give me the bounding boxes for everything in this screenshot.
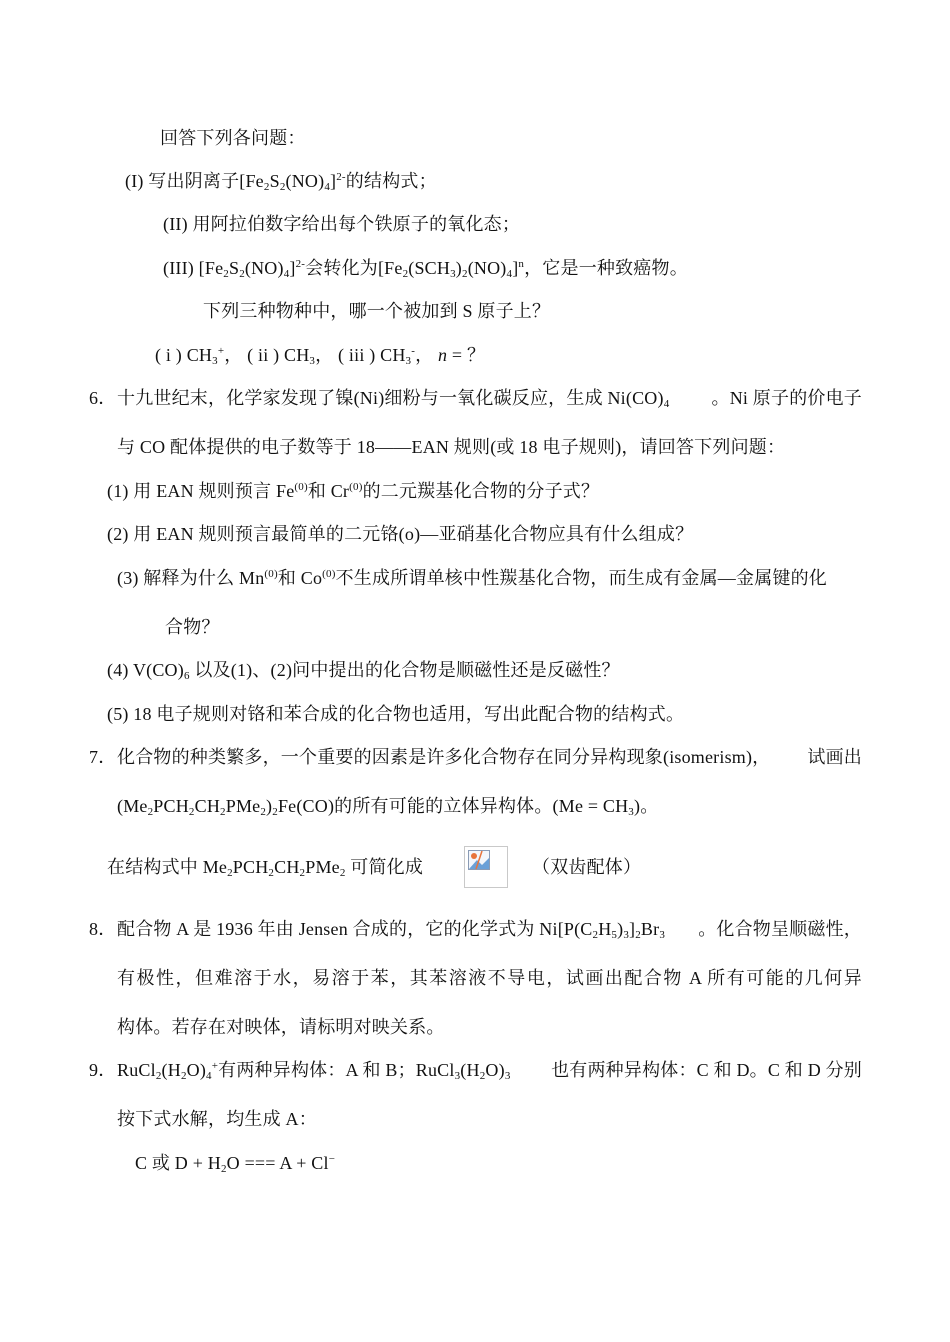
bidentate-ligand-image-placeholder (464, 846, 508, 888)
q8-line-2: 有极性，但难溶于水，易溶于苯，其苯溶液不导电，试画出配合物 A 所有可能的几何异 (117, 968, 862, 988)
q9-line-2: 按下式水解，均生成 A： (117, 1109, 317, 1129)
broken-image-icon (468, 850, 490, 870)
q7-bidentate-label: （双齿配体） (532, 857, 642, 877)
q5-part-3-question: 下列三种物种中，哪一个被加到 S 原子上？ (203, 301, 551, 321)
q6-sub-2: (2) 用 EAN 规则预言最简单的二元铬(o)—亚硝基化合物应具有什么组成？ (107, 524, 694, 544)
q9-equation: C 或 $D + H_2O$ === A + Cl− (135, 1153, 336, 1175)
q6-sub-1: (1) 用 EAN 规则预言 Fe$^{(0)}$和 Cr$^{(0)}$的二元羰基化合物的分子式？ (107, 481, 600, 501)
q5-part-3: (III) $[Fe_2S_2(NO)_4]^{2-}$会转化为$[Fe_2(SCH_3)_2(NO)_4]^n$，它是一种致癌物。 (163, 258, 688, 280)
q7-line-1: 7．化合物的种类繁多，一个重要的因素是许多化合物存在同分异构现象(isomerism)， 试画出 (89, 747, 862, 767)
q7-simplify-text: 在结构式中 $Me_2PCH_2CH_2PMe_2$ 可简化成 (107, 857, 424, 879)
q5-part-1: (I) 写出阴离子$[Fe_2S_2(NO)_4]^{2-}$的结构式； (125, 171, 437, 193)
q8-line-1: 8．配合物 A 是 1936 年由 Jensen 合成的，它的化学式为 $Ni[P(C_2H_5)_3]_2Br_3$ 。化合物呈顺磁性， (89, 919, 862, 941)
q5-part-2: (II) 用阿拉伯数字给出每个铁原子的氧化态； (163, 214, 521, 234)
q9-line-1: 9．$RuCl_2(H_2O)_4^+$有两种异构体：A 和 B；$RuCl_3(H_2O)_3$ 也有两种异构体：C 和 D。C 和 D 分别 (89, 1060, 862, 1082)
q6-sub-4: (4) $V(CO)_6$ 以及(1)、(2)问中提出的化合物是顺磁性还是反磁性？ (107, 660, 620, 682)
q5-intro: 回答下列各问题： (160, 128, 306, 148)
q6-sub-3-cont: 合物？ (165, 617, 220, 637)
q5-options: ( i ) $CH_3^+$， ( ii ) $CH_3$， ( iii ) $CH_3^-$， n = ？ (155, 345, 486, 367)
q6-line-1: 6．十九世纪末，化学家发现了镍(Ni)细粉与一氧化碳反应，生成 $Ni(CO)_4$ 。Ni 原子的价电子 (89, 388, 862, 410)
q7-line-2: $(Me_2PCH_2CH_2PMe_2)_2Fe(CO)$的所有可能的立体异构体。$(Me = CH_3)$。 (117, 796, 659, 818)
q6-sub-3: (3) 解释为什么 Mn$^{(0)}$和 Co$^{(0)}$不生成所谓单核中性羰基化合物，而生成有金属—金属键的化 (117, 568, 827, 588)
q8-line-3: 构体。若存在对映体，请标明对映关系。 (117, 1017, 445, 1037)
q6-line-2: 与 CO 配体提供的电子数等于 18——EAN 规则(或 18 电子规则)，请回答下列问题： (117, 437, 786, 457)
q6-sub-5: (5) 18 电子规则对铬和苯合成的化合物也适用，写出此配合物的结构式。 (107, 704, 685, 724)
